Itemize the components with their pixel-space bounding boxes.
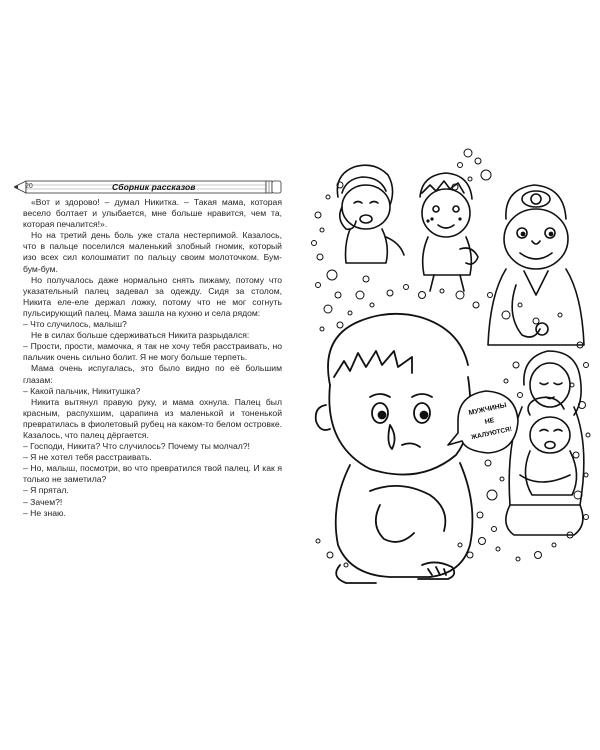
story-paragraph: Но на третий день боль уже стала нестерпимой. Казалось, что в пальце поселился маленький злобный гномик, который изо всех сил колошматит по пальцу своим молоточком. Бум-бум-бум.	[23, 230, 282, 274]
speech-bubble	[448, 391, 518, 453]
boy-with-tooth-figure	[420, 173, 478, 291]
speech-bubble-line1: МУЖЧИНЫ	[468, 402, 508, 417]
story-paragraph: Но получалось даже нормально снять пижаму, потому что указательный палец задевал за одежду. Сидя за столом, Никита еле-еле держал ложку, потому что не мог согнуть пульсирующий палец. Мама зашла на кухню и села рядом:	[23, 274, 282, 318]
section-title: Сборник рассказов	[112, 182, 196, 192]
story-paragraph: Никита вытянул правую руку, и мама охнула. Палец был красным, распухшим, царапина из маленькой и тоненькой превратилась в фиолетовый рубец на каком-то белом островке. Казалось, что палец дёргается.	[23, 396, 282, 440]
mother-and-child-figure	[506, 351, 584, 535]
coloring-illustration	[310, 145, 592, 600]
story-dialogue: – Я прятал.	[23, 485, 69, 496]
speech-bubble-line3: ЖАЛУЮТСЯ!	[470, 425, 513, 442]
speech-bubble-line2: НЕ	[484, 417, 496, 426]
story-dialogue: – Я не хотел тебя расстраивать.	[23, 452, 152, 463]
sad-boy-figure	[316, 314, 473, 583]
page-number: 20	[25, 183, 33, 190]
crying-girl-figure	[337, 165, 404, 263]
doctor-figure	[488, 185, 584, 345]
story-dialogue: – Прости, прости, мамочка, я так не хочу тебя расстраивать, но пальчик очень сильно болит. Я не могу больше терпеть.	[23, 341, 282, 363]
story-dialogue: – Но, малыш, посмотри, во что превратился твой палец. И как я только не заметила?	[23, 463, 282, 485]
story-dialogue: – Какой пальчик, Никитушка?	[23, 385, 141, 396]
story-dialogue: – Господи, Никита? Что случилось? Почему ты молчал?!	[23, 441, 250, 452]
story-dialogue: – Зачем?!	[23, 496, 63, 507]
story-paragraph: Не в силах больше сдерживаться Никита разрыдался:	[31, 330, 250, 341]
story-paragraph: Мама очень испугалась, это было видно по её большим глазам:	[23, 363, 282, 385]
story-text	[23, 197, 282, 519]
story-dialogue: – Не знаю.	[23, 507, 66, 518]
story-paragraph: «Вот и здорово! – думал Никитка. – Такая мама, которая весело болтает и улыбается, мне больше нравится, чем та, которая печалится!».	[23, 197, 282, 230]
story-dialogue: – Что случилось, малыш?	[23, 319, 127, 330]
